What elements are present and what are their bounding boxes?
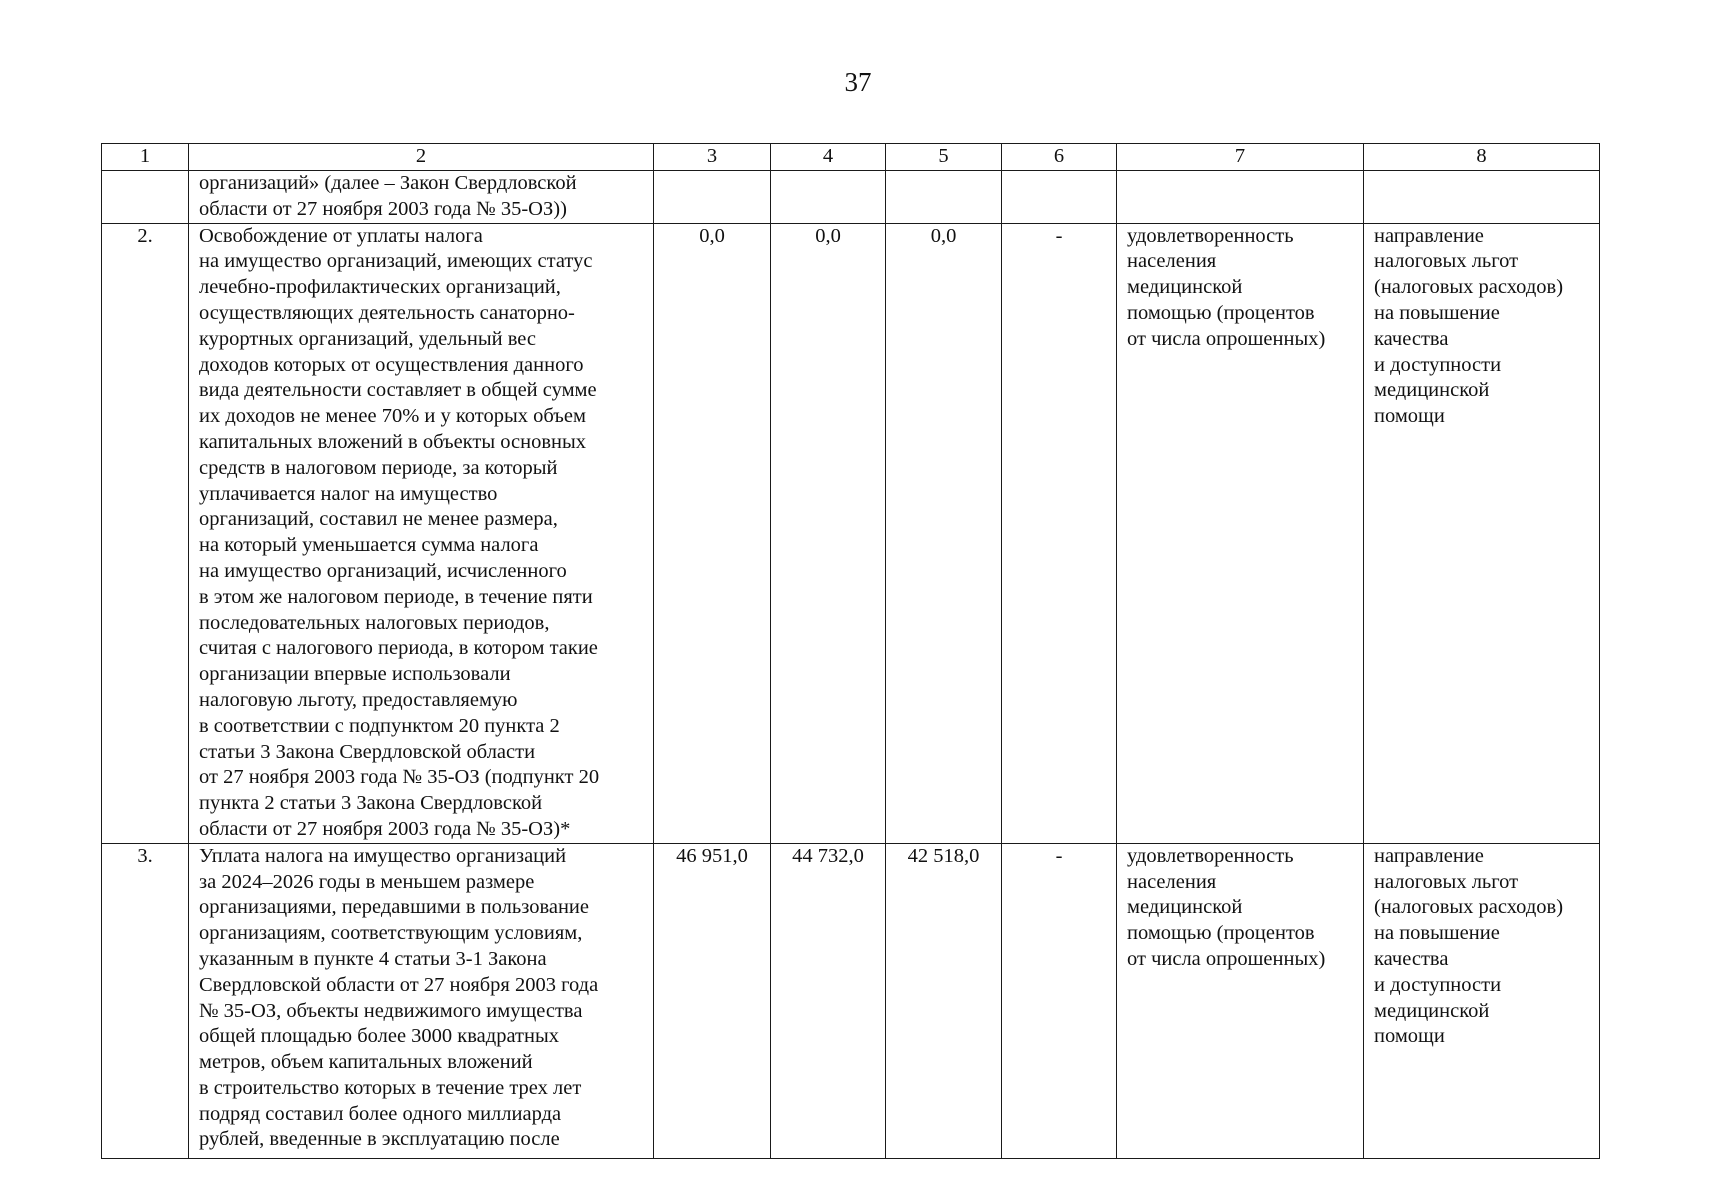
value-2025-cell: 0,0 (771, 223, 886, 843)
value-2024-cell (654, 171, 771, 224)
column-number-7: 7 (1117, 144, 1364, 171)
direction-cell: направление налоговых льгот (налоговых расходов) на повышение качества и доступности медицинской помощи (1364, 223, 1600, 843)
benefit-description-cell: Освобождение от уплаты налога на имущество организаций, имеющих статус лечебно-профилактических организаций, осуществляющих деятельность санаторно- курортных организаций, удельный вес доходов которых от осуществления данного вида деятельности составляет в общей сумме их доходов не менее 70% и у которых объем капитальных вложений в объекты основных средств в налоговом периоде, за который уплачивается налог на имущество организаций, составил не менее размера, на который уменьшается сумма налога на имущество организаций, исчисленного в этом же налоговом периоде, в течение пяти последовательных налоговых периодов, считая с налогового периода, в котором такие организации впервые использовали налоговую льготу, предоставляемую в соответствии с подпунктом 20 пункта 2 статьи 3 Закона Свердловской области от 27 ноября 2003 года № 35-ОЗ (подпункт 20 пункта 2 статьи 3 Закона Свердловской области от 27 ноября 2003 года № 35-ОЗ)* (189, 223, 654, 843)
table-header-row (102, 144, 1600, 171)
benefit-description-cell: Уплата налога на имущество организаций за 2024–2026 годы в меньшем размере организациями, передавшими в пользование организациям, соответствующим условиям, указанным в пункте 4 статьи 3-1 Закона Свердловской области от 27 ноября 2003 года № 35-ОЗ, объекты недвижимого имущества общей площадью более 3000 квадратных метров, объем капитальных вложений в строительство которых в течение трех лет подряд составил более одного миллиарда рублей, введенные в эксплуатацию после (189, 843, 654, 1158)
column-number-1: 1 (102, 144, 189, 171)
indicator-cell (1117, 171, 1364, 224)
column-6-cell (1002, 171, 1117, 224)
table-row (102, 171, 1600, 224)
column-number-2: 2 (189, 144, 654, 171)
indicator-cell: удовлетворенность населения медицинской помощью (процентов от числа опрошенных) (1117, 843, 1364, 1158)
row-number-cell (102, 171, 189, 224)
column-6-cell: - (1002, 843, 1117, 1158)
table-row (102, 223, 1600, 843)
column-number-8: 8 (1364, 144, 1600, 171)
value-2026-cell: 0,0 (886, 223, 1002, 843)
direction-cell: направление налоговых льгот (налоговых расходов) на повышение качества и доступности медицинской помощи (1364, 843, 1600, 1158)
value-2025-cell (771, 171, 886, 224)
column-number-5: 5 (886, 144, 1002, 171)
table-row (102, 843, 1600, 1158)
page-number: 37 (844, 67, 872, 97)
value-2026-cell: 42 518,0 (886, 843, 1002, 1158)
indicator-cell: удовлетворенность населения медицинской помощью (процентов от числа опрошенных) (1117, 223, 1364, 843)
benefit-description-cell: организаций» (далее – Закон Свердловской области от 27 ноября 2003 года № 35-ОЗ)) (189, 171, 654, 224)
value-2025-cell: 44 732,0 (771, 843, 886, 1158)
value-2024-cell: 0,0 (654, 223, 771, 843)
value-2024-cell: 46 951,0 (654, 843, 771, 1158)
column-number-4: 4 (771, 144, 886, 171)
row-number-cell: 2. (102, 223, 189, 843)
direction-cell (1364, 171, 1600, 224)
value-2026-cell (886, 171, 1002, 224)
tax-benefits-table (101, 143, 1600, 1159)
column-number-3: 3 (654, 144, 771, 171)
column-6-cell: - (1002, 223, 1117, 843)
column-number-6: 6 (1002, 144, 1117, 171)
row-number-cell: 3. (102, 843, 189, 1158)
